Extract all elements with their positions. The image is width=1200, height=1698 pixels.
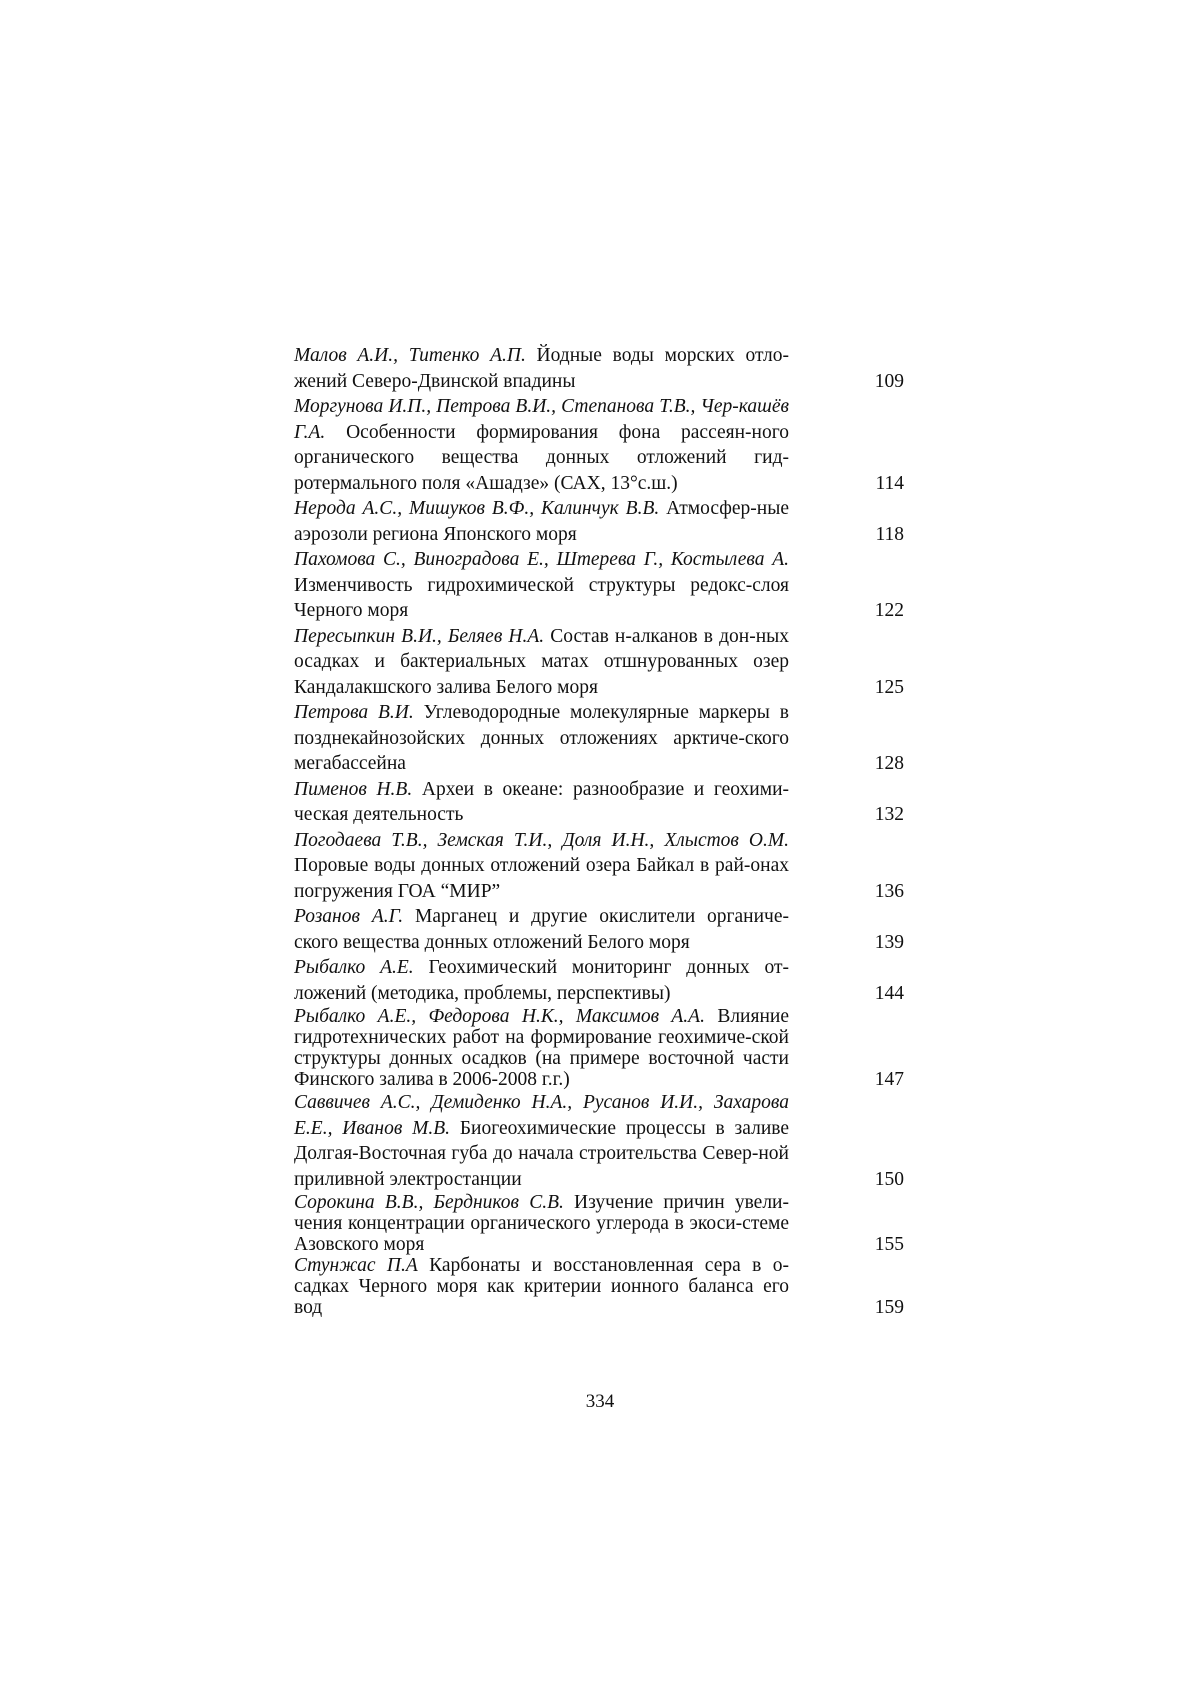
toc-entry-page: 132 xyxy=(874,804,904,825)
table-of-contents xyxy=(294,343,904,1318)
toc-entry-title: Поровые воды донных отложений озера Байкал в рай-онах погружения ГОА “МИР” xyxy=(294,855,789,902)
toc-entry-text xyxy=(294,828,789,905)
toc-entry-text xyxy=(294,700,789,777)
toc-entry-title: Изменчивость гидрохимической структуры редокс-слоя Черного моря xyxy=(294,574,789,621)
toc-entry-page: 122 xyxy=(874,600,904,621)
toc-entry-title: Состав н-алканов в дон-ных осадках и бактериальных матах отшнурованных озер Кандалакшского залива Белого моря xyxy=(294,625,790,698)
toc-entry-text xyxy=(294,1192,789,1255)
toc-entry-text xyxy=(294,904,789,955)
toc-entry-text xyxy=(294,624,789,701)
toc-entry xyxy=(294,1255,904,1318)
toc-entry xyxy=(294,904,904,955)
toc-entry-authors: Нерода А.С., Мишуков В.Ф., Калинчук В.В. xyxy=(294,498,660,519)
toc-entry-title: Углеводородные молекулярные маркеры в позднекайнозойских донных отложениях арктиче-ского мегабассейна xyxy=(294,702,789,774)
toc-entry-authors: Пересыпкин В.И., Беляев Н.А. xyxy=(294,625,545,647)
toc-entry xyxy=(294,828,904,905)
toc-entry-text xyxy=(294,1255,789,1318)
toc-entry-authors: Пахомова С., Виноградова Е., Штерева Г., Костылева А. xyxy=(294,549,789,570)
toc-entry xyxy=(294,1192,904,1255)
toc-entry-text xyxy=(294,496,789,547)
toc-entry-title: Особенности формирования фона рассеян-ного органического вещества донных отложений гид-ротермального поля «Ашадзе» (САХ, 13°с.ш.) xyxy=(294,421,789,494)
toc-entry-title: Йодные воды морских отло-жений Северо-Двинской впадины xyxy=(294,345,789,392)
toc-entry-authors: Саввичев А.С., Демиденко Н.А., Русанов И.И., Захарова Е.Е., Иванов М.В. xyxy=(294,1092,789,1139)
toc-entry-title: Биогеохимические процессы в заливе Долгая-Восточная губа до начала строительства Север-ной приливной электростанции xyxy=(294,1117,790,1190)
toc-entry xyxy=(294,1090,904,1192)
toc-entry-title: Влияние гидротехнических работ на формирование геохимиче-ской структуры донных осадков (на примере восточной части Финского залива в 2006-2008 г.г.) xyxy=(294,1006,789,1090)
toc-entry-authors: Погодаева Т.В., Земская Т.И., Доля И.Н., Хлыстов О.М. xyxy=(294,829,789,851)
toc-entry-title: Карбонаты и восстановленная сера в о-садках Черного моря как критерии ионного баланса его вод xyxy=(294,1255,789,1318)
toc-entry xyxy=(294,343,904,394)
toc-entry xyxy=(294,624,904,701)
toc-entry-text xyxy=(294,394,789,496)
toc-entry-text xyxy=(294,777,789,828)
toc-entry-title: Археи в океане: разнообразие и геохими-ческая деятельность xyxy=(294,778,789,825)
toc-entry-authors: Пименов Н.В. xyxy=(294,778,413,800)
toc-entry-title: Геохимический мониторинг донных от-ложений (методика, проблемы, перспективы) xyxy=(294,957,789,1004)
toc-entry-page: 125 xyxy=(874,676,904,698)
toc-entry xyxy=(294,955,904,1006)
toc-entry-authors: Малов А.И., Титенко А.П. xyxy=(294,345,526,366)
toc-entry-page: 155 xyxy=(874,1234,904,1255)
toc-entry-page: 118 xyxy=(875,523,904,545)
toc-entry-page: 136 xyxy=(874,880,904,902)
toc-entry xyxy=(294,496,904,547)
toc-entry-page: 150 xyxy=(874,1168,904,1190)
toc-entry-page: 109 xyxy=(874,370,904,392)
toc-entry-page: 159 xyxy=(874,1297,904,1318)
toc-entry-authors: Розанов А.Г. xyxy=(294,906,404,927)
toc-entry-authors: Моргунова И.П., Петрова В.И., Степанова Т.В., Чер-кашёв Г.А. xyxy=(294,396,789,443)
toc-entry-text xyxy=(294,1006,789,1090)
toc-entry-title: Марганец и другие окислители органиче-ского вещества донных отложений Белого моря xyxy=(294,906,789,953)
toc-entry xyxy=(294,394,904,496)
toc-entry-authors: Петрова В.И. xyxy=(294,702,414,723)
toc-entry-page: 114 xyxy=(875,472,904,494)
page-number: 334 xyxy=(585,1391,615,1412)
toc-entry xyxy=(294,547,904,624)
toc-entry-page: 147 xyxy=(874,1069,904,1090)
toc-entry-authors: Сорокина В.В., Бердников С.В. xyxy=(294,1192,564,1213)
toc-entry-page: 128 xyxy=(874,753,904,774)
toc-entry-page: 144 xyxy=(874,982,904,1004)
toc-entry-text xyxy=(294,547,789,624)
toc-entry-authors: Рыбалко А.Е. xyxy=(294,957,414,978)
toc-entry-text xyxy=(294,955,789,1006)
toc-entry-authors: Рыбалко А.Е., Федорова Н.К., Максимов А.А. xyxy=(294,1006,705,1027)
toc-entry-page: 139 xyxy=(874,931,904,953)
toc-entry-text xyxy=(294,1090,789,1192)
toc-entry-text xyxy=(294,343,789,394)
toc-entry-authors: Стунжас П.А xyxy=(294,1255,418,1276)
toc-entry xyxy=(294,700,904,777)
toc-entry-title: Атмосфер-ные аэрозоли региона Японского моря xyxy=(294,498,789,545)
toc-entry xyxy=(294,777,904,828)
toc-entry xyxy=(294,1006,904,1090)
toc-entry-title: Изучение причин увели-чения концентрации органического углерода в экоси-стеме Азовского моря xyxy=(294,1192,789,1255)
